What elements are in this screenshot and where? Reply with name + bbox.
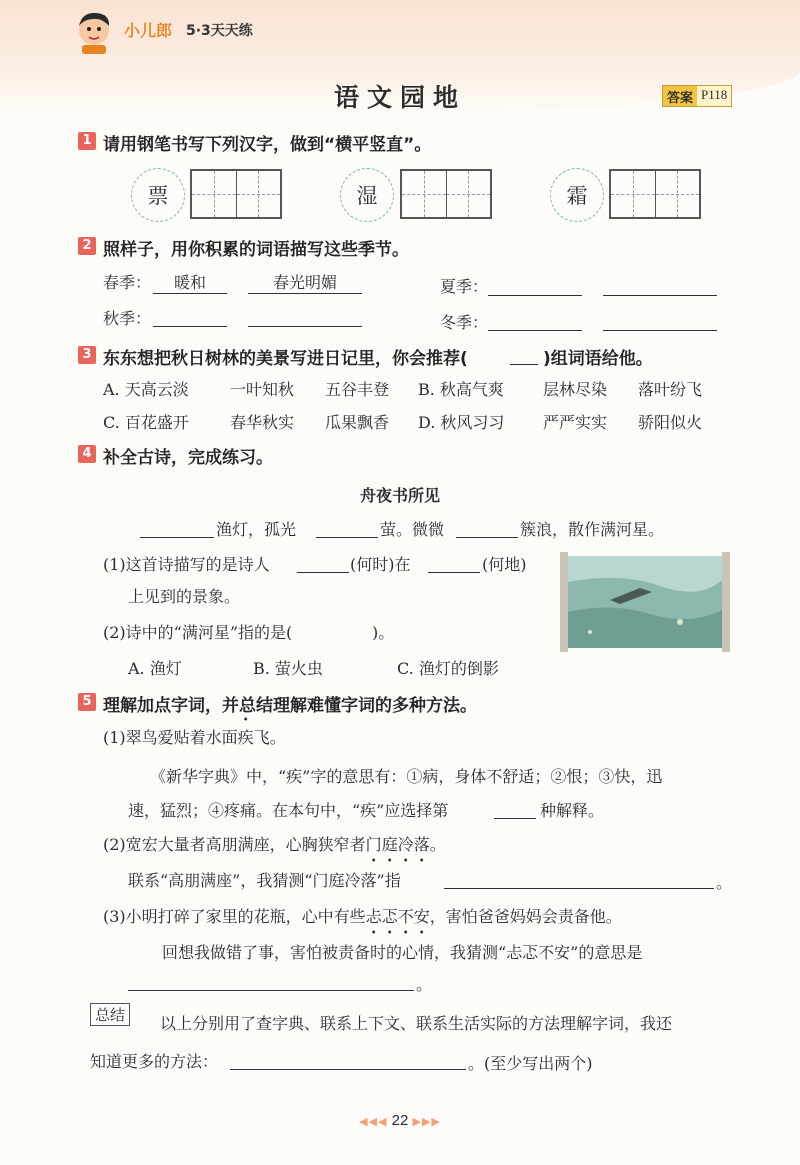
mascot-icon — [72, 8, 116, 54]
q4-where-blank[interactable] — [428, 572, 480, 573]
dotted-char: 不 — [397, 907, 414, 926]
q5-meaning-blank[interactable] — [494, 818, 536, 819]
poem-line-1: 渔灯，孤光 — [216, 520, 297, 539]
spring-answer-1[interactable]: 暖和 — [153, 270, 227, 294]
q3-option: 一叶知秋 — [230, 380, 295, 399]
q4-sub1-d: 上见到的景象。 — [128, 587, 241, 606]
q5-p1-line — [103, 725, 286, 748]
dotted-char: 安 — [413, 907, 430, 926]
right-arrows-icon: ▶▶▶ — [412, 1116, 441, 1128]
q4-option-c[interactable]: C. 渔灯的倒影 — [397, 659, 499, 678]
summary-text-c: 。(至少写出两个) — [468, 1054, 593, 1073]
q5-p2-blank[interactable] — [444, 888, 714, 889]
q3-option: 骄阳似火 — [638, 413, 703, 432]
winter-label: 冬季： — [440, 313, 489, 332]
q4-sub1-b: (何时)在 — [350, 555, 411, 574]
char-2: 湿 — [356, 184, 378, 208]
winter-blank-2[interactable] — [603, 330, 717, 331]
poem-title: 舟夜书所见 — [359, 486, 440, 505]
autumn-blank-2[interactable] — [248, 326, 362, 327]
spring-answer-2[interactable]: 春光明媚 — [248, 270, 362, 294]
question-4-text: 补全古诗，完成练习。 — [103, 448, 273, 468]
poem-line-3: 簇浪，散作满河星。 — [520, 520, 665, 539]
poem-blank-3[interactable] — [456, 537, 518, 538]
summary-text-b: 知道更多的方法： — [90, 1052, 219, 1071]
char-1: 票 — [147, 184, 169, 208]
q5-p2-period: 。 — [716, 873, 733, 892]
q4-option-b[interactable]: B. 萤火虫 — [253, 659, 323, 678]
q4-sub2-end: )。 — [372, 623, 395, 642]
q5-p3-question: 回想我做错了事，害怕被责备时的心情，我猜测“忐忑不安”的意思是 — [162, 943, 643, 962]
dotted-char: 忑 — [381, 907, 398, 926]
winter-blank-1[interactable] — [488, 330, 582, 331]
q3-option: 春华秋实 — [230, 413, 295, 432]
series-name: 5·3天天练 — [186, 23, 253, 39]
question-number-4: 4 — [78, 445, 96, 463]
poem-illustration-image — [560, 552, 730, 652]
char-sample-1 — [131, 168, 185, 222]
q3-option: 五谷丰登 — [325, 380, 390, 399]
writing-grid-3[interactable] — [609, 169, 701, 219]
q5-dictionary-line-2b: 种解释。 — [540, 801, 605, 820]
q5-dictionary-line-2a: 速，猛烈；④疼痛。在本句中，“疾”应选择第 — [128, 801, 449, 820]
question-number-1: 1 — [78, 132, 96, 150]
question-number-3: 3 — [78, 346, 96, 364]
q3-option: B. 秋高气爽 — [418, 380, 504, 399]
writing-grid-2[interactable] — [400, 169, 492, 219]
q5-p1-a: (1)翠鸟爱贴着水面 — [103, 728, 238, 747]
q4-sub2: (2)诗中的“满河星”指的是( — [103, 623, 293, 642]
dotted-char: 落 — [413, 835, 430, 854]
writing-grid-1[interactable] — [190, 169, 282, 219]
q5-p2-b: 。 — [429, 835, 446, 854]
question-2-text: 照样子，用你积累的词语描写这些季节。 — [103, 240, 409, 260]
q3-option: 瓜果飘香 — [325, 413, 390, 432]
question-number-2: 2 — [78, 237, 96, 255]
char-sample-2 — [340, 168, 394, 222]
page-title: 语文园地 — [333, 83, 466, 112]
q5-p2-a: (2)宽宏大量者高朋满座，心胸狭窄者 — [103, 835, 366, 854]
q3-option: C. 百花盛开 — [103, 413, 189, 432]
q4-sub1-a: (1)这首诗描写的是诗人 — [103, 555, 270, 574]
q3-answer-blank[interactable] — [510, 364, 538, 365]
question-5-text: 理解加点字词，并总结理解难懂字词的多种方法。 — [103, 696, 477, 716]
q5-p3-b: ，害怕爸爸妈妈会责备他。 — [429, 907, 622, 926]
poem-blank-1[interactable] — [140, 537, 214, 538]
char-sample-3 — [550, 168, 604, 222]
brand-logo: 小儿郎 — [124, 21, 173, 40]
question-1-text: 请用钢笔书写下列汉字，做到“横平竖直”。 — [103, 135, 432, 155]
answer-badge — [662, 85, 732, 107]
q5-p3-blank[interactable] — [128, 990, 414, 991]
dotted-char: 冷 — [397, 835, 414, 854]
dotted-char: 疾 — [237, 728, 254, 747]
char-3: 霜 — [566, 184, 588, 208]
answer-page: P118 — [701, 87, 728, 102]
summary-text-a: 以上分别用了查字典、联系上下文、联系生活实际的方法理解字词，我还 — [160, 1014, 673, 1033]
q5-p3-period: 。 — [416, 975, 433, 994]
dotted-char: 忐 — [365, 907, 382, 926]
left-arrows-icon: ◀◀◀ — [359, 1116, 388, 1128]
q3-option: 层林尽染 — [543, 380, 608, 399]
q5-p1-b: 飞。 — [253, 728, 286, 747]
summary-label: 总结 — [90, 1003, 130, 1026]
summer-blank-1[interactable] — [488, 295, 582, 296]
summer-label: 夏季： — [440, 277, 489, 296]
q4-when-blank[interactable] — [297, 572, 349, 573]
q5-p3-a: (3)小明打碎了家里的花瓶，心中有些 — [103, 907, 366, 926]
q4-sub1-c: (何地) — [482, 555, 527, 574]
q3-option: D. 秋风习习 — [418, 413, 505, 432]
q5-p3-line — [103, 904, 622, 927]
page-footer — [0, 1112, 800, 1129]
autumn-blank-1[interactable] — [153, 326, 227, 327]
poem-line-2: 萤。微微 — [380, 520, 445, 539]
dotted-char: 门 — [365, 835, 382, 854]
summary-blank[interactable] — [230, 1069, 466, 1070]
q4-option-a[interactable]: A. 渔灯 — [128, 659, 182, 678]
poem-blank-2[interactable] — [316, 537, 378, 538]
question-number-5: 5 — [78, 693, 96, 711]
q5-p2-question: 联系“高朋满座”，我猜测“门庭冷落”指 — [128, 871, 401, 890]
answer-label: 答案 — [663, 86, 697, 106]
question-3-text-b: )组词语给他。 — [543, 349, 653, 369]
q5-p2-line — [103, 832, 446, 855]
q3-option: A. 天高云淡 — [103, 380, 189, 399]
q3-option: 严严实实 — [543, 413, 608, 432]
autumn-label: 秋季： — [103, 309, 152, 328]
q3-option: 落叶纷飞 — [638, 380, 703, 399]
spring-label: 春季： — [103, 273, 152, 292]
question-3-text-a: 东东想把秋日树林的美景写进日记里，你会推荐( — [103, 349, 468, 369]
page-number: 22 — [391, 1112, 409, 1129]
dotted-char: 庭 — [381, 835, 398, 854]
q5-dictionary-line-1: 《新华字典》中，“疾”字的意思有：①病，身体不舒适；②恨；③快，迅 — [150, 767, 663, 786]
summer-blank-2[interactable] — [603, 295, 717, 296]
